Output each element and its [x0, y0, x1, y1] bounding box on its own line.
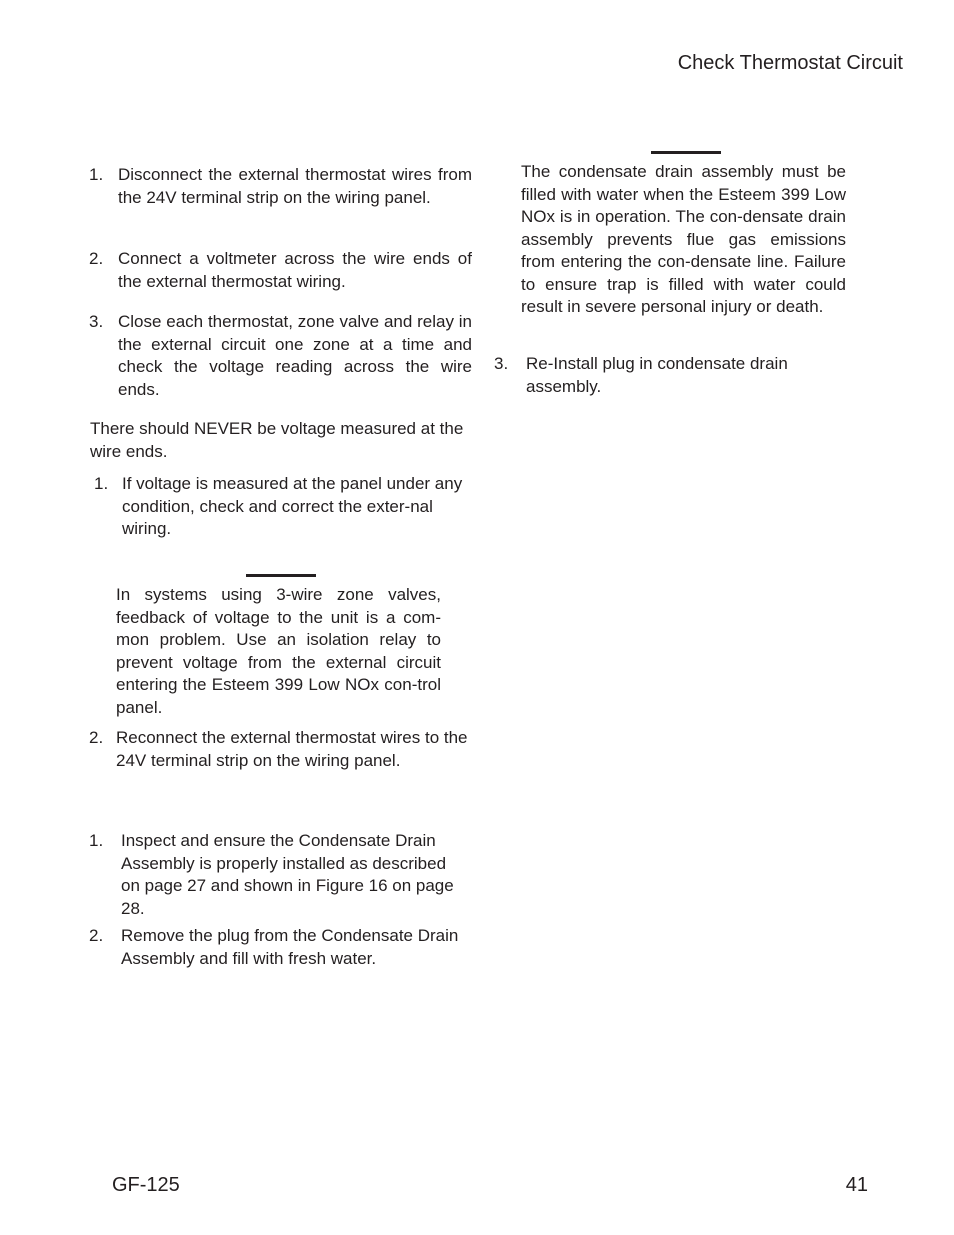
list-item: [94, 473, 474, 541]
doc-code: GF-125: [112, 1174, 180, 1196]
never-voltage-paragraph: There should NEVER be voltage measured at the wire ends.: [90, 419, 464, 461]
warning-divider: [651, 151, 721, 154]
notice-divider: [246, 574, 316, 577]
list-text: Connect a voltmeter across the wire ends of the external thermostat wiring.: [118, 249, 472, 291]
list-text: Remove the plug from the Condensate Drain Assembly and fill with fresh water.: [121, 926, 459, 968]
list-text: If voltage is measured at the panel under any condition, check and correct the exter-nal wiring.: [122, 474, 463, 538]
warning-paragraph: The condensate drain assembly must be filled with water when the Esteem 399 Low NOx is in operation. The con-densate drain assembly prevents flue gas emissions from entering the con-densate line. Failure to ensure trap is filled with water could result in severe personal injury or death.: [521, 162, 846, 316]
list-item: [89, 830, 475, 920]
list-item: [89, 311, 472, 401]
list-item: [89, 164, 472, 209]
list-text: Disconnect the external thermostat wires from the 24V terminal strip on the wiring panel.: [118, 165, 472, 207]
list-item: [89, 925, 475, 970]
list-number: 3.: [494, 354, 509, 373]
list-number: 1.: [89, 831, 104, 850]
list-number: 3.: [89, 312, 104, 331]
header-title: Check Thermostat Circuit: [677, 52, 903, 74]
list-number: 2.: [89, 728, 104, 747]
notice-paragraph: In systems using 3-wire zone valves, feedback of voltage to the unit is a com-mon problem. Use an isolation relay to prevent voltage from the external circuit entering the Esteem 399 Low NOx con-trol panel.: [116, 585, 441, 717]
list-number: 2.: [89, 926, 104, 945]
list-text: Reconnect the external thermostat wires to the 24V terminal strip on the wiring panel.: [116, 728, 468, 770]
list-text: Close each thermostat, zone valve and relay in the external circuit one zone at a time and check the voltage reading across the wire ends.: [118, 312, 472, 399]
list-number: 1.: [89, 165, 104, 184]
list-number: 1.: [94, 474, 109, 493]
list-item: [89, 727, 475, 772]
list-item: [89, 248, 472, 293]
list-number: 2.: [89, 249, 104, 268]
list-text: Re-Install plug in condensate drain assembly.: [526, 354, 788, 396]
list-item: [494, 353, 854, 398]
list-text: Inspect and ensure the Condensate Drain Assembly is properly installed as described on page 27 and shown in Figure 16 on page 28.: [121, 831, 454, 918]
page-number: 41: [845, 1174, 868, 1196]
